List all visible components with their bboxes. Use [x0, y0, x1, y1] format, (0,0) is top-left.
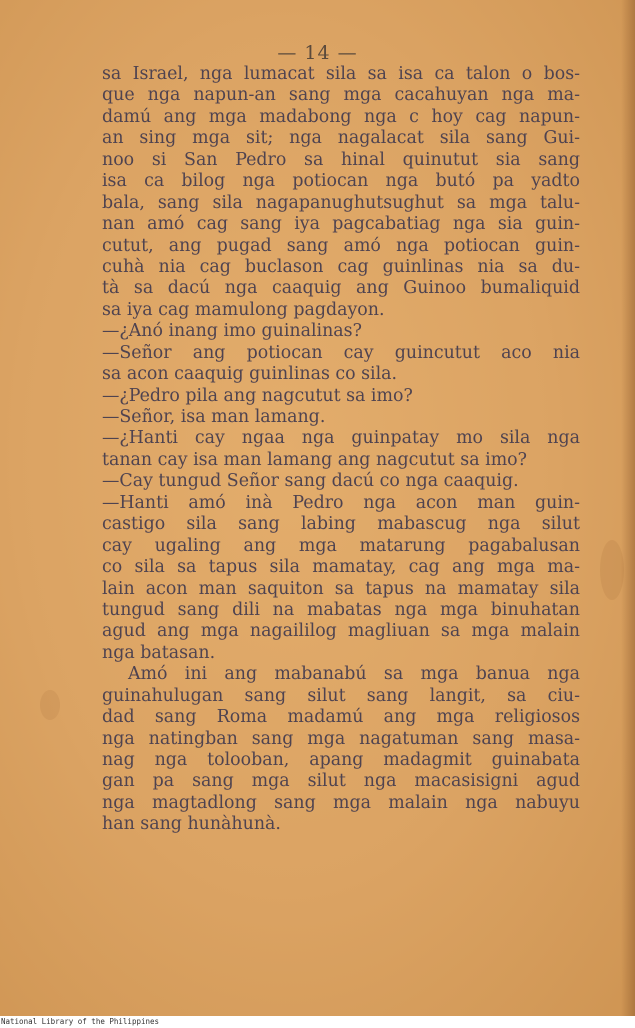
text-line: cay ugaling ang mga matarung pagabalusan: [102, 535, 580, 556]
text-line: tungud sang dili na mabatas nga mga binuhatan: [102, 599, 580, 620]
text-line: que nga napun-an sang mga cacahuyan nga ma-: [102, 85, 580, 106]
text-line: sa iya cag mamulong pagdayon.: [102, 299, 385, 320]
text-line: nga magtadlong sang mga malain nga nabuyu: [102, 792, 580, 813]
text-line: nan amó cag sang iya pagcabatiag nga sia guin-: [102, 214, 580, 235]
text-line: —¿Anó inang imo guinalinas?: [102, 321, 362, 342]
text-line: nga batasan.: [102, 642, 216, 663]
text-line: agud ang mga nagaililog magliuan sa mga malain: [102, 621, 580, 642]
text-line: an sing mga sit; nga nagalacat sila sang Gui-: [102, 128, 580, 149]
text-line: damú ang mga madabong nga c hoy cag napun-: [102, 106, 580, 127]
text-line: nag nga tolooban, apang madagmit guinabata: [102, 750, 580, 770]
text-line: —Hanti amó inà Pedro nga acon man guin-: [102, 492, 580, 513]
text-line: bala, sang sila nagapanughutsughut sa mga talu-: [102, 192, 580, 213]
text-line: noo si San Pedro sa hinal quinutut sia sang: [102, 149, 580, 170]
text-line: lain acon man saquiton sa tapus na mamatay sila: [102, 578, 580, 599]
text-line: sa acon caaquig guinlinas co sila.: [102, 364, 398, 385]
text-line: Amó ini ang mabanabú sa mga banua nga: [128, 664, 580, 685]
text-line: tanan cay isa man lamang ang nagcutut sa imo?: [102, 449, 527, 470]
text-line: dad sang Roma madamú ang mga religiosos: [102, 707, 580, 728]
paragraph: [102, 428, 580, 471]
text-line: nga natingban sang mga nagatuman sang masa-: [102, 728, 580, 749]
paper-stain: [40, 690, 60, 720]
text-line: sa Israel, nga lumacat sila sa isa ca talon o bos-: [102, 64, 580, 84]
text-line: —Señor ang potiocan cay guincutut aco nia: [102, 342, 580, 363]
page-edge-shadow: [621, 0, 635, 1016]
text-line: castigo sila sang labing mabascug nga silut: [102, 514, 580, 535]
paragraph: [102, 664, 580, 836]
paragraph: [102, 321, 580, 342]
footer-credit: National Library of the Philippines: [1, 1017, 160, 1026]
text-line: cutut, ang pugad sang amó nga potiocan guin-: [102, 235, 580, 256]
paragraph: [102, 407, 580, 428]
text-line: tà sa dacú nga caaquig ang Guinoo bumaliquid: [102, 278, 580, 299]
text-line: —¿Pedro pila ang nagcutut sa imo?: [102, 385, 413, 406]
paragraph: [102, 493, 580, 665]
text-line: guinahulugan sang silut sang langit, sa ciu-: [102, 685, 580, 706]
paragraph: [102, 386, 580, 407]
text-line: co sila sa tapus sila mamatay, cag ang mga ma-: [102, 557, 580, 578]
footer-bar: [0, 1016, 635, 1028]
text-line: —Cay tungud Señor sang dacú co nga caaquig.: [102, 471, 519, 492]
paragraph: [102, 471, 580, 492]
text-line: isa ca bilog nga potiocan nga butó pa yadto: [102, 171, 580, 192]
text-line: —¿Hanti cay ngaa nga guinpatay mo sila nga: [102, 428, 580, 449]
text-line: han sang hunàhunà.: [102, 814, 281, 835]
paragraph: [102, 343, 580, 386]
text-line: cuhà nia cag buclason cag guinlinas nia sa du-: [102, 256, 580, 277]
text-line: gan pa sang mga silut nga macasisigni agud: [102, 771, 580, 792]
text-line: —Señor, isa man lamang.: [102, 407, 326, 427]
paragraph: [102, 64, 580, 321]
page-number: — 14 —: [277, 42, 358, 64]
body-text: [102, 64, 580, 836]
